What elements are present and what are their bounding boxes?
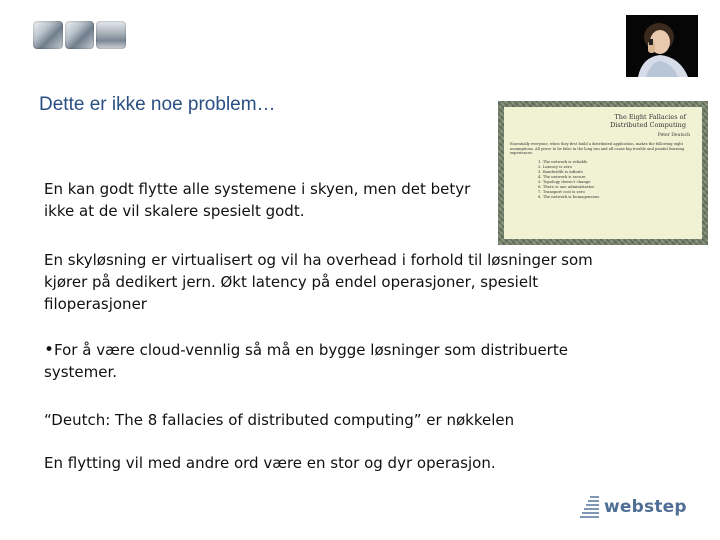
- list-item: 6. There is one administrator: [538, 183, 595, 189]
- body-paragraph: En flytting vil med andre ord være en stor og dyr operasjon.: [44, 454, 496, 472]
- list-item: 3. Bandwidth is infinite: [538, 168, 583, 174]
- slide-title: Dette er ikke noe problem…: [39, 94, 276, 115]
- list-item: 2. Latency is zero: [538, 163, 573, 169]
- list-item: 7. Transport cost is zero: [538, 188, 585, 194]
- list-item: 4. The network is secure: [538, 173, 586, 179]
- thumbnail-intro: Essentially everyone, when they first build a distributed application, makes the following eight assumptions. All prove to be false in the long run and all cause big trouble and painful learning experiences.: [510, 142, 685, 156]
- thumbnail-title-line: The Eight Fallacies of: [614, 113, 686, 121]
- bullet-text: For å være cloud-vennlig så må en bygge løsninger som distribuerte systemer.: [44, 341, 568, 381]
- body-paragraph: “Deutch: The 8 fallacies of distributed computing” er nøkkelen: [44, 411, 515, 429]
- fallacies-list: [538, 159, 696, 199]
- webstep-logo: [578, 492, 687, 522]
- body-paragraph: En kan godt flytte alle systemene i skyen, men det betyr ikke at de vil skalere spesielt godt.: [44, 180, 471, 220]
- webstep-logo-text: webstep: [604, 497, 687, 517]
- webstep-logo-icon: [578, 495, 600, 519]
- thumbnail-page: [504, 107, 702, 239]
- thumbnail-title: [510, 113, 696, 129]
- list-item: 1. The network is reliable: [538, 158, 588, 164]
- decorative-tile: [96, 21, 126, 49]
- fallacies-slide-thumbnail: [498, 101, 708, 245]
- presenter-photo: [626, 15, 698, 77]
- list-item: 5. Topology doesn't change: [538, 178, 591, 184]
- bullet-marker: •: [44, 340, 55, 360]
- thumbnail-author: Peter Deutsch: [657, 133, 690, 138]
- list-item: 8. The network is homogeneous: [538, 193, 600, 199]
- decorative-tile: [33, 21, 63, 49]
- bullet-paragraph: [44, 339, 604, 383]
- decorative-tile: [65, 21, 95, 49]
- thumbnail-title-line: Distributed Computing: [610, 121, 686, 129]
- body-paragraph: En skyløsning er virtualisert og vil ha overhead i forhold til løsninger som kjører på dedikert jern. Økt latency på endel operasjoner, spesielt filoperasjoner: [44, 251, 593, 313]
- decorative-tiles: [33, 21, 126, 49]
